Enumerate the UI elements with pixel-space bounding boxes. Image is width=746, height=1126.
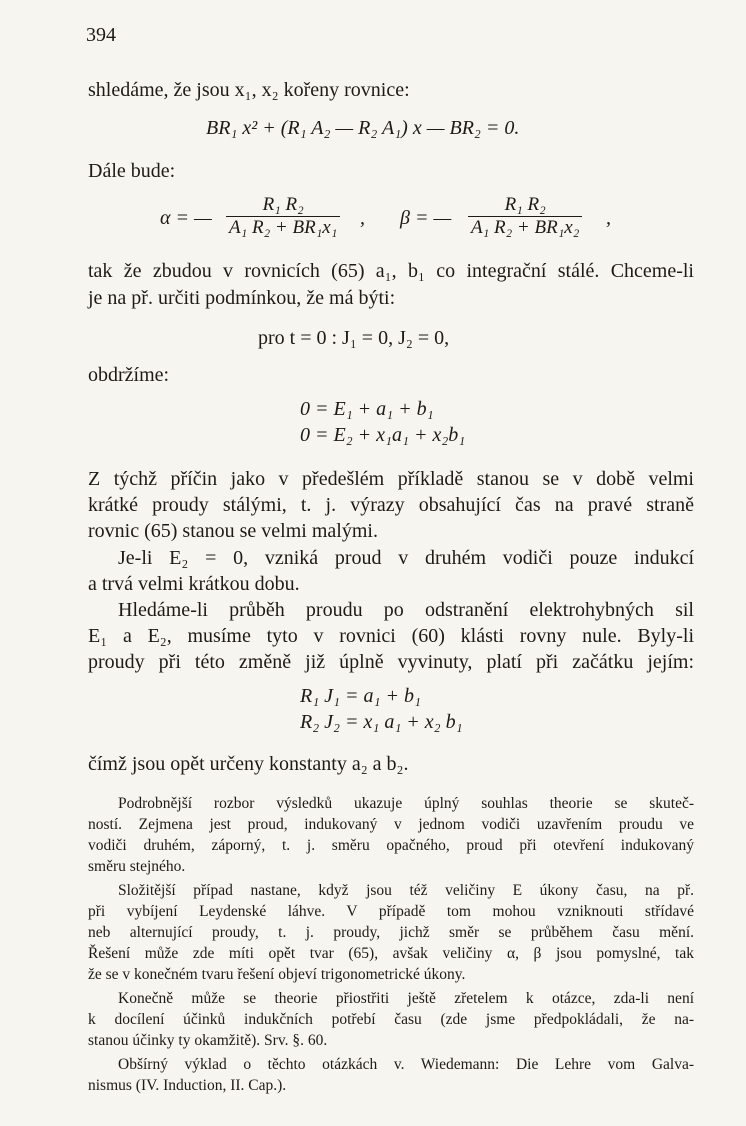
system1-eq-2: 0 = E₂ + x₁a₁ + x₂b₁ xyxy=(300,424,466,446)
note3-line-2: k docílení účinků indukčních potřebí času (zde jsme předpokládali, že na- xyxy=(88,1011,694,1028)
alpha-numerator: R₁ R₂ xyxy=(262,194,304,215)
note2-line-5: že se v konečném tvaru řešení objeví trigonometrické úkony. xyxy=(88,966,466,983)
note2-line-2: při vybíjení Leydenské láhve. V případě tom mohou vzniknouti střídavé xyxy=(88,903,694,920)
beta-numerator: R₁ R₂ xyxy=(504,194,546,215)
note4-line-1: Obšírný výklad o těchto otázkách v. Wiedemann: Die Lehre vom Galva- xyxy=(118,1056,694,1073)
system2-eq-1: R₁ J₁ = a₁ + b₁ xyxy=(300,685,421,707)
system1-eq-1: 0 = E₁ + a₁ + b₁ xyxy=(300,398,434,420)
obdrzime-label: obdržíme: xyxy=(88,364,170,386)
page-number: 394 xyxy=(86,24,116,46)
note1-line-1: Podrobnější rozbor výsledků ukazuje úplný souhlas theorie se skuteč- xyxy=(118,795,694,812)
note3-line-1: Konečně může se theorie přiostřiti ještě zřetelem k otázce, zda-li není xyxy=(118,990,694,1007)
quadratic-equation: BR₁ x² + (R₁ A₂ — R₂ A₁) x — BR₂ = 0. xyxy=(206,117,520,139)
note2-line-4: Řešení může zde míti opět tvar (65), avšak veličiny α, β jsou pomyslné, tak xyxy=(88,945,694,962)
para3-line-1: Je-li E₂ = 0, vzniká proud v druhém vodiči pouze indukcí xyxy=(118,547,694,569)
para2-line-1: Z týchž příčin jako v předešlém příkladě stanou se v době velmi xyxy=(88,468,694,490)
para1-line-2: je na př. určiti podmínkou, že má býti: xyxy=(88,287,396,309)
para4-line-3: proudy při této změně již úplně vyvinuty, platí při začátku jejím: xyxy=(88,651,694,673)
para2-line-3: rovnic (65) stanou se velmi malými. xyxy=(88,520,378,542)
intro-line: shledáme, že jsou x₁, x₂ kořeny rovnice: xyxy=(88,79,410,101)
condition-line: pro t = 0 : J₁ = 0, J₂ = 0, xyxy=(258,327,450,349)
para1-line-1: tak že zbudou v rovnicích (65) a₁, b₁ co integrační stálé. Chceme-li xyxy=(88,260,694,282)
alpha-lhs: α = — xyxy=(160,207,212,229)
note1-line-2: ností. Zejmena jest proud, indukovaný v jednom vodiči uzavřením proudu ve xyxy=(88,816,694,833)
note1-line-3: vodiči druhém, záporný, t. j. směru opačného, proud při otevření indukovaný xyxy=(88,837,694,854)
beta-comma: , xyxy=(606,207,611,229)
note2-line-3: neb alternující proudy, t. j. proudy, jichž směr se průběhem času mění. xyxy=(88,924,694,941)
para3-line-2: a trvá velmi krátkou dobu. xyxy=(88,573,300,595)
beta-denominator: A₁ R₂ + BR₁x₂ xyxy=(468,216,582,239)
system2-eq-2: R₂ J₂ = x₁ a₁ + x₂ b₁ xyxy=(300,711,463,733)
beta-fraction xyxy=(468,194,582,239)
para5-line: čímž jsou opět určeny konstanty a₂ a b₂. xyxy=(88,753,409,775)
alpha-fraction xyxy=(226,194,340,239)
dale-bude-label: Dále bude: xyxy=(88,160,176,182)
para2-line-2: krátké proudy stálými, t. j. výrazy obsahující čas na pravé straně xyxy=(88,494,694,516)
beta-lhs: β = — xyxy=(400,207,452,229)
para4-line-2: E₁ a E₂, musíme tyto v rovnici (60) klásti rovny nule. Byly-li xyxy=(88,625,694,647)
note2-line-1: Složitější případ nastane, když jsou též veličiny E úkony času, na př. xyxy=(118,882,694,899)
para4-line-1: Hledáme-li průběh proudu po odstranění elektrohybných sil xyxy=(118,599,694,621)
alpha-denominator: A₁ R₂ + BR₁x₁ xyxy=(226,216,340,239)
note4-line-2: nismus (IV. Induction, II. Cap.). xyxy=(88,1077,287,1094)
note1-line-4: směru stejného. xyxy=(88,858,186,875)
note3-line-3: stanou účinky ty okamžitě). Srv. §. 60. xyxy=(88,1032,328,1049)
alpha-comma: , xyxy=(360,207,365,229)
